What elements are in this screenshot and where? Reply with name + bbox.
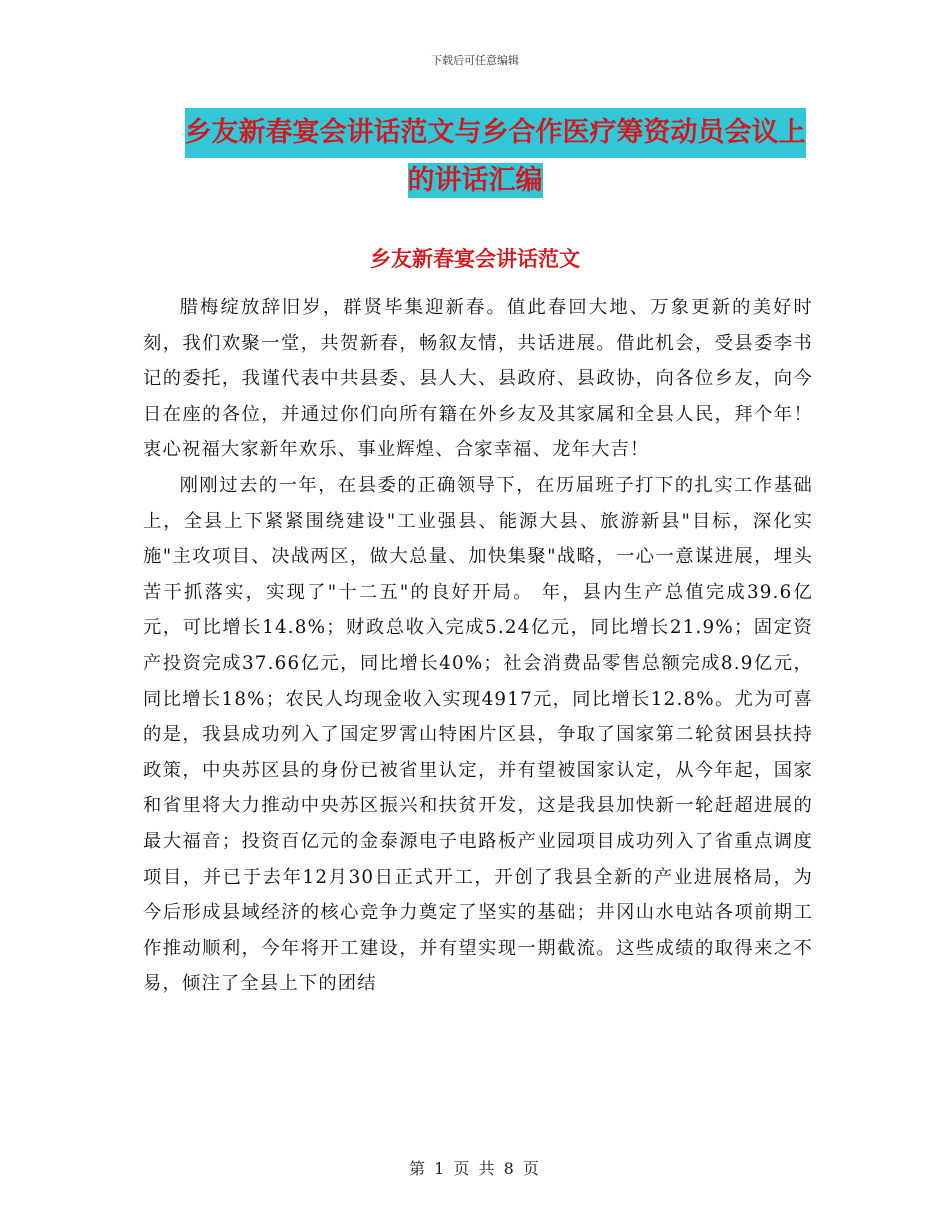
document-title-line-2: 的讲话汇编 [407, 165, 543, 196]
page-header-note: 下载后可任意编辑 [431, 54, 519, 67]
document-title-line-1: 乡友新春宴会讲话范文与乡合作医疗筹资动员会议上 [185, 108, 806, 158]
document-title [0, 108, 950, 204]
paragraph-1: 腊梅绽放辞旧岁，群贤毕集迎新春。值此春回大地、万象更新的美好时刻，我们欢聚一堂，共贺新春，畅叙友情，共话进展。借此机会，受县委李书记的委托，我谨代表中共县委、县人大、县政府、县政协，向各位乡友，向今日在座的各位，并通过你们向所有籍在外乡友及其家属和全县人民，拜个年！衷心祝福大家新年欢乐、事业辉煌、合家幸福、龙年大吉！ [143, 297, 813, 461]
section-title: 乡友新春宴会讲话范文 [370, 247, 580, 271]
body-text [143, 290, 813, 1002]
page-number: 第 1 页 共 8 页 [409, 1159, 541, 1178]
paragraph-2: 刚刚过去的一年，在县委的正确领导下，在历届班子打下的扎实工作基础上，全县上下紧紧围绕建设"工业强县、能源大县、旅游新县"目标，深化实施"主攻项目、决战两区，做大总量、加快集聚"战略，一心一意谋进展，埋头苦干抓落实，实现了"十二五"的良好开局。 年，县内生产总值完成39.6亿元，可比增长14.8%；财政总收入完成5.24亿元，同比增长21.9%；固定资产投资完成37.66亿元，同比增长40%；社会消费品零售总额完成8.9亿元，同比增长18%；农民人均现金收入实现4917元，同比增长12.8%。尤为可喜的是，我县成功列入了国定罗霄山特困片区县，争取了国家第二轮贫困县扶持政策，中央苏区县的身份已被省里认定，并有望被国家认定，从今年起，国家和省里将大力推动中央苏区振兴和扶贫开发，这是我县加快新一轮赶超进展的最大福音；投资百亿元的金泰源电子电路板产业园项目成功列入了省重点调度项目，并已于去年12月30日正式开工，开创了我县全新的产业进展格局，为今后形成县域经济的核心竞争力奠定了坚实的基础；井冈山水电站各项前期工作推动顺利，今年将开工建设，并有望实现一期截流。这些成绩的取得来之不易，倾注了全县上下的团结 [143, 474, 813, 995]
